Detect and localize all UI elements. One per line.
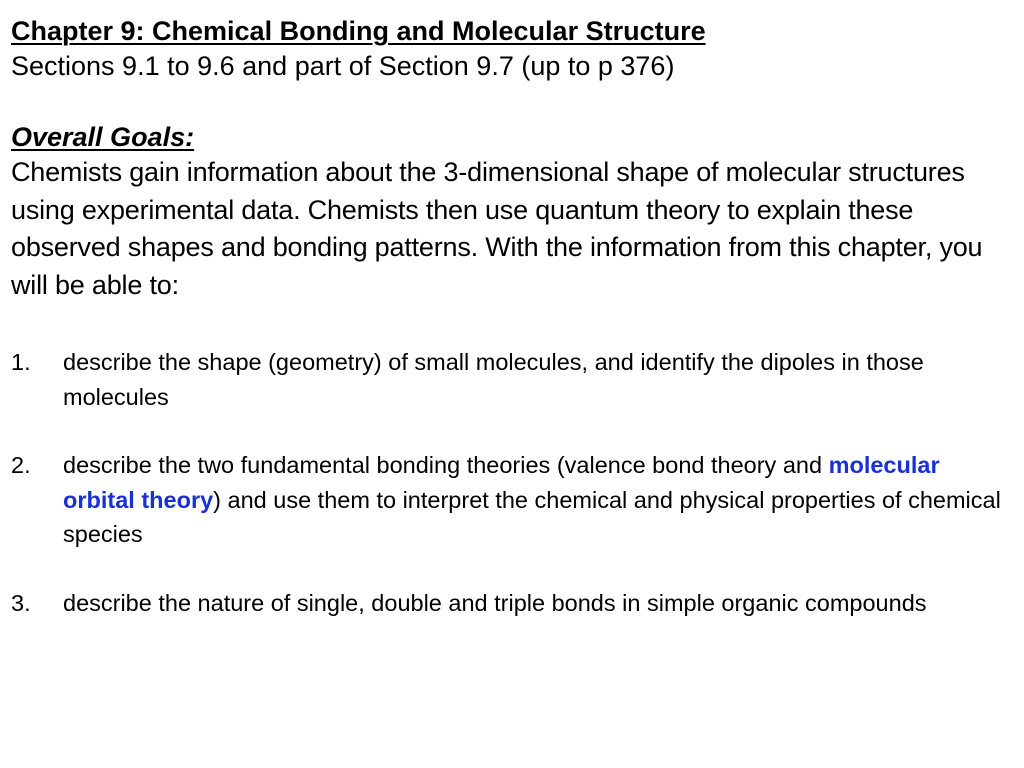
overall-goals-heading: Overall Goals:	[11, 122, 195, 152]
goals-intro-paragraph: Chemists gain information about the 3-dimensional shape of molecular structures using experimental data. Chemists then use quantum theory to explain these observed shapes and bonding patterns. With the information from this chapter, you will be able to:	[11, 157, 983, 300]
goal-item-3	[11, 586, 1014, 621]
goal-text: describe the nature of single, double and triple bonds in simple organic compounds	[63, 589, 927, 616]
goal-text-before: describe the two fundamental bonding theories (valence bond theory and	[63, 452, 829, 478]
goals-list	[11, 345, 1014, 620]
goal-item-2	[11, 448, 1014, 552]
sections-subtitle: Sections 9.1 to 9.6 and part of Section 9.7 (up to p 376)	[11, 51, 675, 81]
molecular-orbital-theory-highlight: molecular orbital theory	[63, 452, 940, 513]
goal-number: 2.	[11, 452, 31, 478]
chapter-title: Chapter 9: Chemical Bonding and Molecular Structure	[11, 16, 706, 46]
goal-number: 3.	[11, 589, 31, 616]
goal-text: describe the shape (geometry) of small molecules, and identify the dipoles in those molecules	[63, 349, 924, 410]
goal-item-1	[11, 345, 1014, 414]
goal-text	[63, 448, 1008, 552]
goal-text-after: ) and use them to interpret the chemical and physical properties of chemical species	[63, 486, 1001, 547]
goal-number: 1.	[11, 349, 31, 375]
